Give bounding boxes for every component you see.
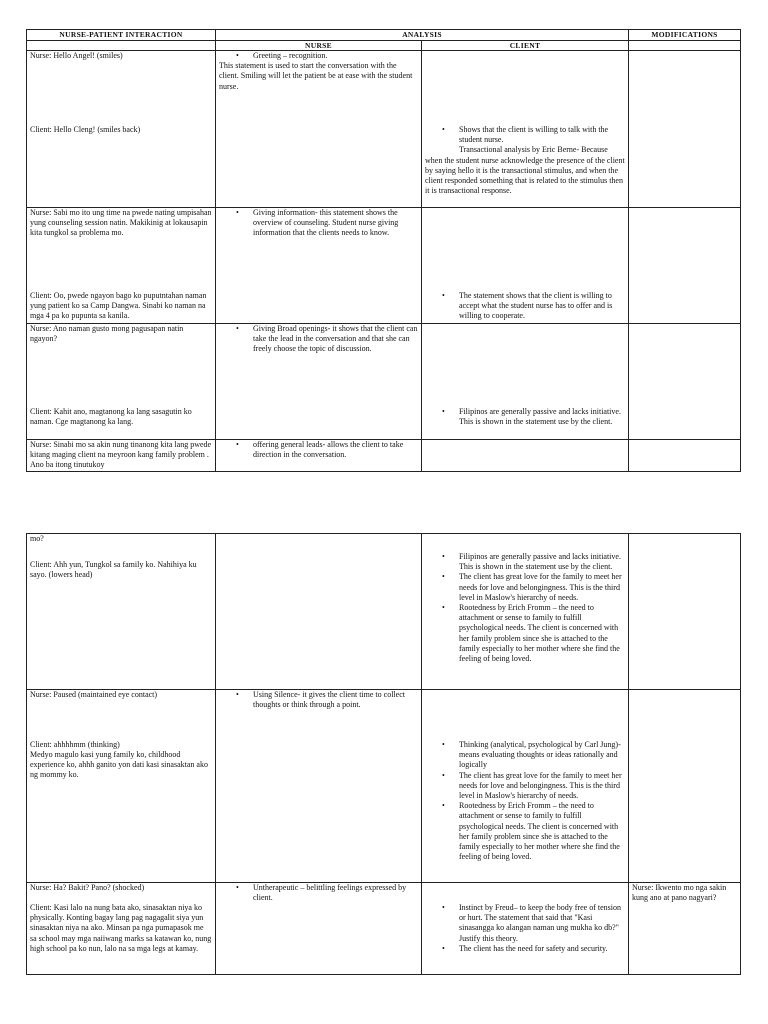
list-item: • Shows that the client is willing to talk with the student nurse.	[459, 125, 625, 145]
client-analysis-block	[425, 740, 625, 862]
modification-cell	[629, 51, 741, 208]
interaction-cell	[27, 440, 216, 472]
table-row	[27, 690, 741, 883]
modification-text: Nurse: Ikwento mo nga sakin kung ano at pano nagyari?	[632, 883, 727, 903]
list-item: • Rootedness by Erich Fromm – the need to attachment or sense to family to fulfill psychological needs. The client is concerned with her family problem since she is attached to the family especially to her mother where she find the feeling of being loved.	[459, 801, 625, 862]
nurse-line: Nurse: Ha? Bakit? Pano? (shocked)	[30, 883, 145, 892]
client-analysis-cell	[422, 440, 629, 472]
interaction-cell	[27, 534, 216, 690]
nurse-analysis-list	[219, 324, 418, 355]
interaction-cell	[27, 690, 216, 883]
list-item: • Untherapeutic – belittling feelings expressed by client.	[253, 883, 418, 903]
interaction-table-page-1	[26, 29, 741, 472]
nurse-analysis-cell	[216, 324, 422, 440]
document-page-2	[26, 533, 740, 975]
client-analysis-block	[425, 407, 625, 427]
list-item	[425, 145, 625, 196]
list-item: • Filipinos are generally passive and lacks initiative. This is shown in the statement use by the client.	[459, 407, 625, 427]
client-analysis-list	[425, 740, 625, 862]
subheader-client: CLIENT	[422, 41, 629, 51]
client-line: Client: Kasi lalo na nung bata ako, sinasaktan niya ko physically. Konting bagay lang pag nagagalit siya yun sinasaktan niya na ako. Minsan pa nga pumapasok me sa school may mga naiiwang marks sa katawan ko, nung high school pa ko nun, lalo na sa mga legs at kamay.	[30, 903, 212, 953]
client-analysis-cell	[422, 883, 629, 975]
nurse-analysis-block	[219, 883, 418, 903]
client-line: Client: Ahh yun, Tungkol sa family ko. Nahihiya ku sayo. (lowers head)	[30, 560, 197, 580]
list-item-text: Transactional analysis by Eric Berne- Because when the student nurse acknowledge the presence of the client by saying hello it is the transactional stimulus, and when the client responded something that is related to the stimulus then it is transactional response.	[425, 145, 625, 196]
nurse-analysis-cell	[216, 440, 422, 472]
nurse-analysis-block	[219, 208, 418, 239]
document-page-1	[26, 29, 740, 472]
modification-cell	[629, 883, 741, 975]
interaction-cell	[27, 208, 216, 324]
header-interaction: NURSE-PATIENT INTERACTION	[27, 30, 216, 41]
list-item: • Rootedness by Erich Fromm – the need to attachment or sense to family to fulfill psychological needs. The client is concerned with her family problem since she is attached to the family especially to her mother where she find the feeling of being loved.	[459, 603, 625, 664]
list-item: • The client has great love for the family to meet her needs for love and belongingness. This is the third level in Maslow's hierarchy of needs.	[459, 771, 625, 802]
client-analysis-list	[425, 552, 625, 664]
list-item: • The statement shows that the client is willing to accept what the student nurse has to offer and is willing to cooperate.	[459, 291, 625, 322]
interaction-table-page-2	[26, 533, 741, 975]
interaction-cell	[27, 324, 216, 440]
table-row	[27, 51, 741, 208]
list-item: • Giving information- this statement shows the overview of counseling. Student nurse giving information that the clients needs to know.	[253, 208, 418, 239]
table-row	[27, 324, 741, 440]
list-item: • Thinking (analytical, psychological by Carl Jung)- means evaluating thoughts or ideas rationally and logically	[459, 740, 625, 771]
table-row	[27, 440, 741, 472]
modification-cell	[629, 208, 741, 324]
nurse-line: Nurse: Paused (maintained eye contact)	[30, 690, 158, 699]
modification-cell	[629, 440, 741, 472]
nurse-analysis-list	[219, 690, 418, 710]
interaction-cell	[27, 883, 216, 975]
nurse-line: Nurse: Sinabi mo sa akin nung tinanong kita lang pwede kitang maging client na meyroon kang family problem . Ano ba itong tinutukoy	[30, 440, 212, 470]
header-modifications: MODIFICATIONS	[629, 30, 741, 41]
nurse-analysis-block	[219, 51, 418, 92]
client-line: Client: Oo, pwede ngayon bago ko puputntahan naman yung patient ko sa Camp Dangwa. Sinabi ko naman na mga 4 pa ko pupunta sa kanila.	[30, 291, 207, 321]
client-analysis-cell	[422, 208, 629, 324]
header-row	[27, 30, 741, 41]
subheader-nurse: NURSE	[216, 41, 422, 51]
list-item: • offering general leads- allows the client to take direction in the conversation.	[253, 440, 418, 460]
interaction-cell	[27, 51, 216, 208]
client-analysis-list	[425, 407, 625, 427]
client-analysis-cell	[422, 51, 629, 208]
client-analysis-cell	[422, 324, 629, 440]
nurse-analysis-paragraph: This statement is used to start the conversation with the client. Smiling will let the patient be at ease with the student nurse.	[219, 61, 413, 91]
client-line-detail: Medyo magulo kasi yung family ko, childhood experience ko, ahhh ganito yon dati kasi sinasaktan ako ng mommy ko.	[30, 750, 208, 780]
nurse-analysis-cell	[216, 208, 422, 324]
modification-cell	[629, 324, 741, 440]
client-line: Client: ahhhhmm (thinking)	[30, 740, 120, 749]
nurse-analysis-cell	[216, 51, 422, 208]
list-item: • Using Silence- it gives the client time to collect thoughts or think through a point.	[253, 690, 418, 710]
nurse-line: Nurse: Hello Angel! (smiles)	[30, 51, 123, 60]
table-row	[27, 208, 741, 324]
modification-cell	[629, 690, 741, 883]
nurse-analysis-block	[219, 324, 418, 355]
client-analysis-cell	[422, 690, 629, 883]
nurse-analysis-cell	[216, 534, 422, 690]
list-item: • Filipinos are generally passive and lacks initiative. This is shown in the statement use by the client.	[459, 552, 625, 572]
subheader-blank	[27, 41, 216, 51]
nurse-analysis-cell	[216, 690, 422, 883]
client-analysis-list	[425, 125, 625, 196]
nurse-line: Nurse: Sabi mo ito ung time na pwede nating umpisahan yung counseling session natin. Makikinig at lokausapin kita tungkol sa problema mo.	[30, 208, 212, 238]
list-item: • Greeting – recognition.	[253, 51, 418, 61]
nurse-line-continuation: mo?	[30, 534, 44, 543]
nurse-analysis-block	[219, 690, 418, 710]
list-item: • The client has the need for safety and security.	[459, 944, 625, 954]
table-row	[27, 534, 741, 690]
nurse-line: Nurse: Ano naman gusto mong pagusapan natin ngayon?	[30, 324, 184, 344]
client-analysis-block	[425, 903, 625, 954]
client-analysis-list	[425, 291, 625, 322]
nurse-analysis-list	[219, 440, 418, 460]
client-analysis-block	[425, 552, 625, 664]
subheader-modifications-blank	[629, 41, 741, 51]
header-analysis: ANALYSIS	[216, 30, 629, 41]
client-analysis-list	[425, 903, 625, 954]
client-analysis-block	[425, 125, 625, 196]
modification-cell	[629, 534, 741, 690]
client-line: Client: Kahit ano, magtanong ka lang sasagutin ko naman. Cge magtanong ka lang.	[30, 407, 192, 427]
nurse-analysis-cell	[216, 883, 422, 975]
subheader-row	[27, 41, 741, 51]
client-line: Client: Hello Cleng! (smiles back)	[30, 125, 141, 134]
nurse-analysis-list	[219, 883, 418, 903]
list-item: • Giving Broad openings- it shows that the client can take the lead in the conversation and that she can freely choose the topic of discussion.	[253, 324, 418, 355]
list-item: • The client has great love for the family to meet her needs for love and belongingness. This is the third level in Maslow's hierarchy of needs.	[459, 572, 625, 603]
list-item: • Instinct by Freud– to keep the body free of tension or hurt. The statement that said that "Kasi sinasangga ko alangan naman ung mukha ko db?" Justify this theory.	[459, 903, 625, 944]
nurse-analysis-block	[219, 440, 418, 460]
nurse-analysis-list	[219, 208, 418, 239]
table-row	[27, 883, 741, 975]
client-analysis-cell	[422, 534, 629, 690]
nurse-analysis-list	[219, 51, 418, 61]
client-analysis-block	[425, 291, 625, 322]
